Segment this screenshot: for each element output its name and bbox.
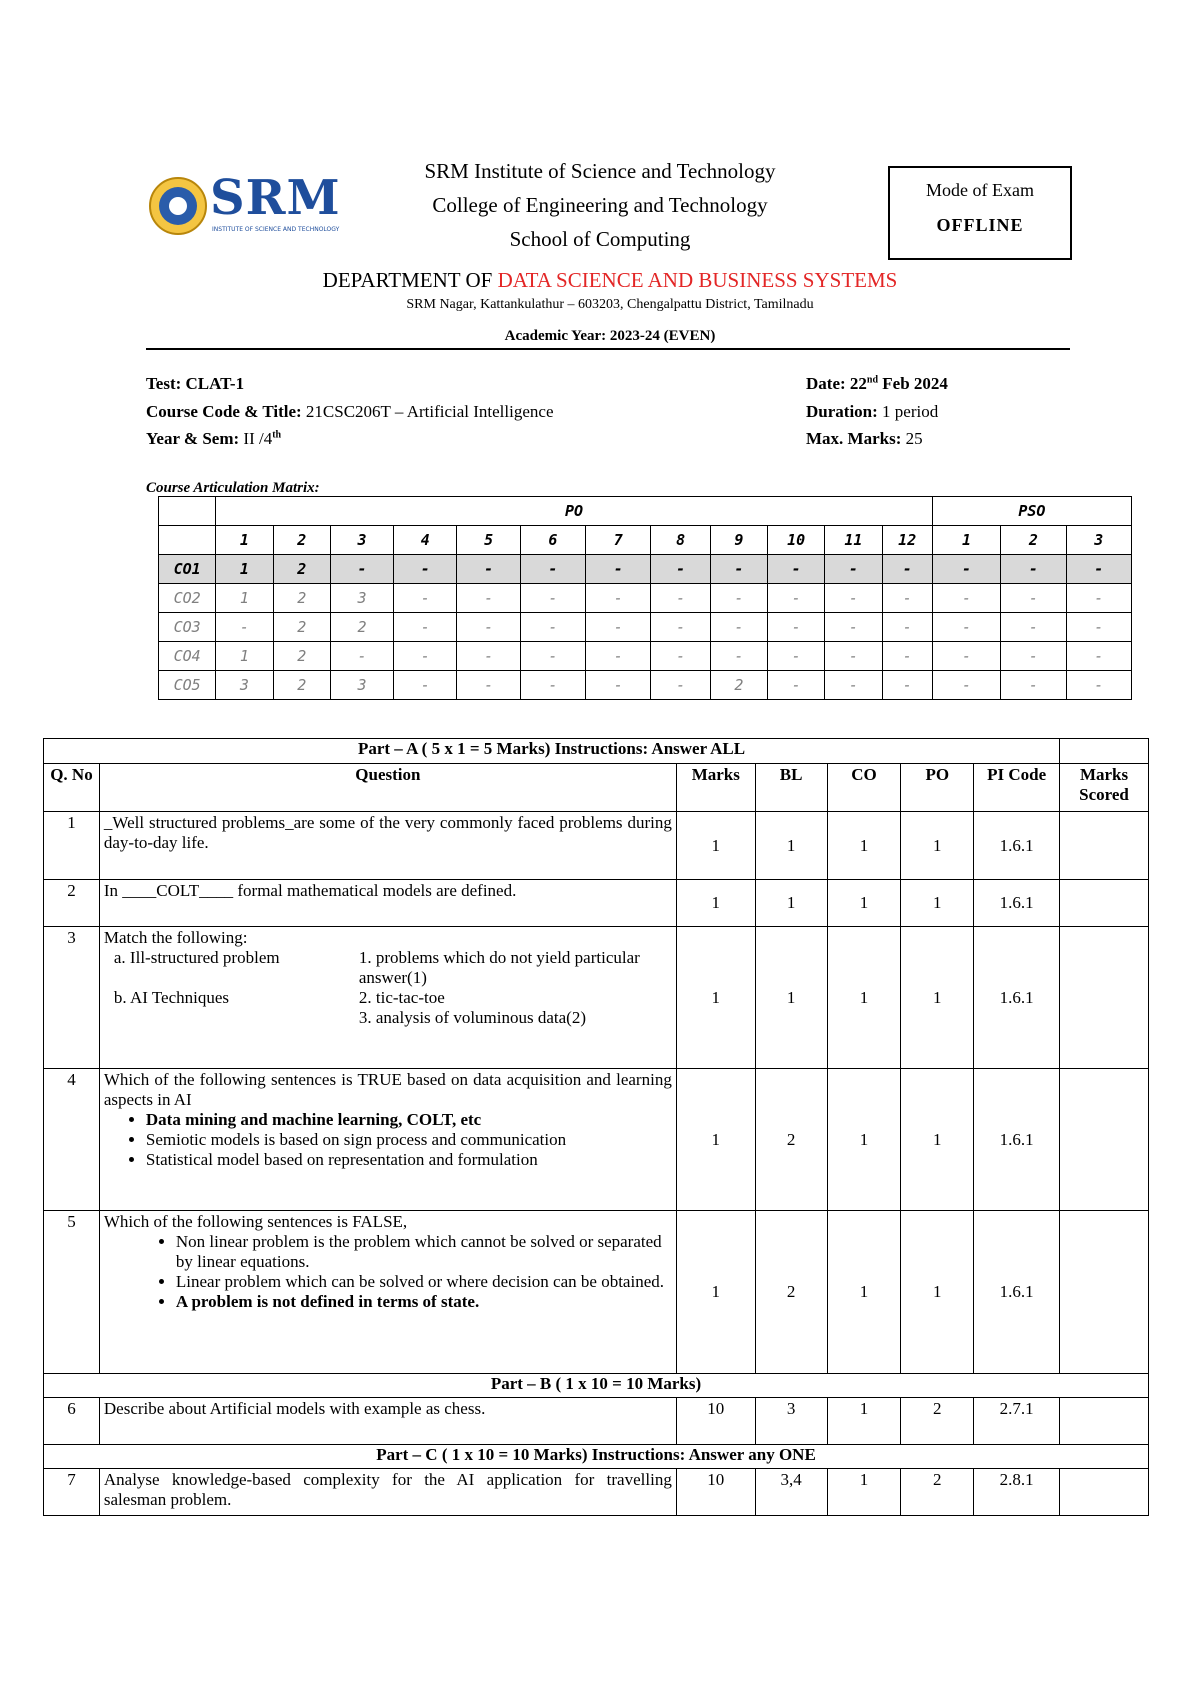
question-row-6 xyxy=(44,1398,1149,1445)
q6-scored[interactable] xyxy=(1060,1398,1149,1445)
q4-option-1: • Data mining and machine learning, COLT, etc xyxy=(146,1110,672,1130)
co-label: CO1 xyxy=(159,555,216,584)
q1-co: 1 xyxy=(827,812,901,880)
q7-marks: 10 xyxy=(676,1469,755,1516)
matrix-cell: - xyxy=(825,613,882,642)
matrix-cell: - xyxy=(825,584,882,613)
q5-bl: 2 xyxy=(755,1211,827,1374)
q7-bl: 3,4 xyxy=(755,1469,827,1516)
matrix-cell: 3 xyxy=(330,671,393,700)
header-pi-code: PI Code xyxy=(974,764,1060,812)
part-a-title: Part – A ( 5 x 1 = 5 Marks) Instructions: Answer ALL xyxy=(44,739,1060,764)
q2-co: 1 xyxy=(827,880,901,927)
col-header: 2 xyxy=(1001,526,1066,555)
matrix-cell: 2 xyxy=(710,671,767,700)
q4-po: 1 xyxy=(901,1069,974,1211)
q3-intro: Match the following: xyxy=(103,928,248,947)
max-value: 25 xyxy=(905,429,923,448)
date-line xyxy=(806,374,948,394)
matrix-cell: 3 xyxy=(330,584,393,613)
co-label: CO2 xyxy=(159,584,216,613)
matrix-cell: - xyxy=(330,642,393,671)
q3-content xyxy=(99,927,676,1069)
matrix-cell: 2 xyxy=(330,613,393,642)
duration-label: Duration: xyxy=(806,402,878,421)
mode-value: OFFLINE xyxy=(936,215,1024,235)
q4-no: 4 xyxy=(44,1069,100,1211)
q5-po: 1 xyxy=(901,1211,974,1374)
header-marks: Marks xyxy=(676,764,755,812)
matrix-cell: - xyxy=(768,642,825,671)
matrix-cell: - xyxy=(586,555,651,584)
q3-left-a: a. Ill-structured problem xyxy=(113,948,280,967)
q3-bl: 1 xyxy=(755,927,827,1069)
matrix-cell: - xyxy=(520,613,585,642)
matrix-cell: - xyxy=(394,671,457,700)
question-row-2 xyxy=(44,880,1149,927)
q5-no: 5 xyxy=(44,1211,100,1374)
matrix-row xyxy=(159,613,1132,642)
matrix-cell: - xyxy=(710,642,767,671)
matrix-cell: - xyxy=(216,613,273,642)
q4-marks: 1 xyxy=(676,1069,755,1211)
q3-no: 3 xyxy=(44,927,100,1069)
col-header: 2 xyxy=(273,526,330,555)
matrix-cell: 2 xyxy=(273,671,330,700)
q1-po: 1 xyxy=(901,812,974,880)
max-label: Max. Marks: xyxy=(806,429,902,448)
matrix-cell: - xyxy=(1066,613,1132,642)
col-header: 1 xyxy=(932,526,1000,555)
matrix-cell: - xyxy=(882,671,932,700)
col-header: 3 xyxy=(1066,526,1132,555)
q4-intro: Which of the following sentences is TRUE based on data acquisition and learning aspects in AI xyxy=(103,1070,672,1109)
matrix-cell: - xyxy=(882,555,932,584)
q4-options xyxy=(104,1110,672,1170)
matrix-cell: - xyxy=(932,555,1000,584)
matrix-cell: 1 xyxy=(216,584,273,613)
col-header: 7 xyxy=(586,526,651,555)
q2-marks: 1 xyxy=(676,880,755,927)
q5-scored[interactable] xyxy=(1060,1211,1149,1374)
matrix-cell: - xyxy=(457,671,520,700)
dept-name: DATA SCIENCE AND BUSINESS SYSTEMS xyxy=(497,268,898,292)
question-row-3 xyxy=(44,927,1149,1069)
matrix-cell: 2 xyxy=(273,555,330,584)
matrix-cell: - xyxy=(586,613,651,642)
q1-bl: 1 xyxy=(755,812,827,880)
header-bl: BL xyxy=(755,764,827,812)
q3-match-grid xyxy=(114,948,672,1028)
q3-left-b: b. AI Techniques xyxy=(113,988,230,1007)
col-header: 10 xyxy=(768,526,825,555)
course-label: Course Code & Title: xyxy=(146,402,302,421)
course-value: 21CSC206T – Artificial Intelligence xyxy=(305,402,554,421)
q6-po: 2 xyxy=(901,1398,974,1445)
q4-bl: 2 xyxy=(755,1069,827,1211)
q2-scored[interactable] xyxy=(1060,880,1149,927)
matrix-cell: - xyxy=(651,584,710,613)
q6-marks: 10 xyxy=(676,1398,755,1445)
srm-logo xyxy=(148,170,353,238)
q2-text: In ____COLT____ formal mathematical models are defined. xyxy=(99,880,676,927)
institute-name: SRM Institute of Science and Technology xyxy=(424,159,776,183)
question-row-7 xyxy=(44,1469,1149,1516)
col-header: 6 xyxy=(520,526,585,555)
q5-options xyxy=(104,1232,672,1312)
matrix-cell: - xyxy=(330,555,393,584)
date-month: Feb 2024 xyxy=(882,374,948,393)
duration-line xyxy=(806,402,938,422)
col-header: 5 xyxy=(457,526,520,555)
po-header: PO xyxy=(216,497,933,526)
col-header: 8 xyxy=(651,526,710,555)
matrix-cell: - xyxy=(1001,555,1066,584)
matrix-cell: - xyxy=(586,642,651,671)
matrix-cell: - xyxy=(825,671,882,700)
matrix-cell: - xyxy=(768,584,825,613)
matrix-cell: 1 xyxy=(216,642,273,671)
matrix-cell: - xyxy=(394,584,457,613)
matrix-corner-2 xyxy=(159,526,216,555)
q1-no: 1 xyxy=(44,812,100,880)
matrix-cell: - xyxy=(932,671,1000,700)
matrix-cell: - xyxy=(1001,584,1066,613)
q5-option-1: • Non linear problem is the problem which cannot be solved or separated by linear equations. xyxy=(176,1232,672,1272)
academic-year-label: Academic Year: xyxy=(504,328,607,344)
q5-option-2: • Linear problem which can be solved or where decision can be obtained. xyxy=(176,1272,672,1292)
col-header: 11 xyxy=(825,526,882,555)
q7-no: 7 xyxy=(44,1469,100,1516)
q5-intro: Which of the following sentences is FALSE, xyxy=(103,1212,408,1231)
matrix-cell: - xyxy=(394,613,457,642)
duration-value: 1 period xyxy=(882,402,939,421)
matrix-cell: - xyxy=(651,671,710,700)
matrix-cell: - xyxy=(768,671,825,700)
q4-scored[interactable] xyxy=(1060,1069,1149,1211)
header-po: PO xyxy=(901,764,974,812)
q3-right-2: 2. tic-tac-toe xyxy=(358,988,445,1007)
q2-no: 2 xyxy=(44,880,100,927)
col-header: 12 xyxy=(882,526,932,555)
test-value: CLAT-1 xyxy=(185,374,245,393)
matrix-cell: - xyxy=(520,642,585,671)
q7-pi: 2.8.1 xyxy=(974,1469,1060,1516)
matrix-cell: 3 xyxy=(216,671,273,700)
q1-scored[interactable] xyxy=(1060,812,1149,880)
col-header: 9 xyxy=(710,526,767,555)
q6-pi: 2.7.1 xyxy=(974,1398,1060,1445)
col-header: 1 xyxy=(216,526,273,555)
matrix-cell: - xyxy=(457,584,520,613)
q3-marks: 1 xyxy=(676,927,755,1069)
max-marks-line xyxy=(806,429,923,449)
academic-year xyxy=(150,328,1070,345)
matrix-cell: - xyxy=(520,584,585,613)
school-name: School of Computing xyxy=(509,227,691,251)
year-line xyxy=(146,429,281,449)
matrix-cell: - xyxy=(932,584,1000,613)
q3-pi: 1.6.1 xyxy=(974,927,1060,1069)
matrix-cell: - xyxy=(932,642,1000,671)
q6-co: 1 xyxy=(827,1398,901,1445)
matrix-cell: - xyxy=(710,584,767,613)
matrix-cell: 2 xyxy=(273,642,330,671)
q7-scored[interactable] xyxy=(1060,1469,1149,1516)
q1-text: _Well structured problems_are some of the very commonly faced problems during day-to-day life. xyxy=(99,812,676,880)
year-sup: th xyxy=(272,429,282,441)
q5-pi: 1.6.1 xyxy=(974,1211,1060,1374)
matrix-cell: - xyxy=(825,555,882,584)
header-co: CO xyxy=(827,764,901,812)
matrix-cell: - xyxy=(520,671,585,700)
q3-left-blank xyxy=(114,1008,359,1028)
matrix-cell: - xyxy=(394,642,457,671)
q2-pi: 1.6.1 xyxy=(974,880,1060,927)
matrix-cell: - xyxy=(1001,642,1066,671)
date-label: Date: xyxy=(806,374,846,393)
matrix-cell: - xyxy=(882,613,932,642)
co-label: CO4 xyxy=(159,642,216,671)
header-rule xyxy=(146,348,1070,350)
matrix-cell: 1 xyxy=(216,555,273,584)
logo-tagline: INSTITUTE OF SCIENCE AND TECHNOLOGY xyxy=(212,226,340,233)
q5-option-3: • A problem is not defined in terms of state. xyxy=(176,1292,672,1312)
q2-po: 1 xyxy=(901,880,974,927)
matrix-cell: - xyxy=(520,555,585,584)
date-sup: nd xyxy=(866,374,879,386)
header-qno: Q. No xyxy=(44,764,100,812)
matrix-row xyxy=(159,555,1132,584)
matrix-row xyxy=(159,671,1132,700)
question-row-1 xyxy=(44,812,1149,880)
matrix-cell: - xyxy=(586,671,651,700)
matrix-cell: - xyxy=(710,555,767,584)
matrix-title: Course Articulation Matrix: xyxy=(146,480,320,496)
year-value: II /4 xyxy=(243,429,273,448)
matrix-cell: - xyxy=(825,642,882,671)
matrix-cell: - xyxy=(1066,584,1132,613)
q7-co: 1 xyxy=(827,1469,901,1516)
matrix-cell: - xyxy=(932,613,1000,642)
header-question: Question xyxy=(99,764,676,812)
question-row-5 xyxy=(44,1211,1149,1374)
question-table xyxy=(43,738,1149,1516)
matrix-row xyxy=(159,642,1132,671)
department-title xyxy=(150,268,1070,293)
matrix-cell: - xyxy=(882,584,932,613)
q7-po: 2 xyxy=(901,1469,974,1516)
matrix-cell: - xyxy=(768,613,825,642)
q6-text: Describe about Artificial models with example as chess. xyxy=(99,1398,676,1445)
dept-prefix: DEPARTMENT OF xyxy=(322,268,493,292)
mode-label: Mode of Exam xyxy=(926,180,1034,200)
part-b-title: Part – B ( 1 x 10 = 10 Marks) xyxy=(44,1374,1149,1398)
matrix-cell: - xyxy=(457,642,520,671)
college-name: College of Engineering and Technology xyxy=(432,193,768,217)
matrix-cell: - xyxy=(1066,555,1132,584)
q3-scored[interactable] xyxy=(1060,927,1149,1069)
matrix-cell: 2 xyxy=(273,584,330,613)
q3-po: 1 xyxy=(901,927,974,1069)
date-day: 22 xyxy=(849,374,867,393)
question-row-4 xyxy=(44,1069,1149,1211)
q6-bl: 3 xyxy=(755,1398,827,1445)
q5-co: 1 xyxy=(827,1211,901,1374)
q5-marks: 1 xyxy=(676,1211,755,1374)
year-label: Year & Sem: xyxy=(146,429,240,448)
matrix-cell: - xyxy=(1001,671,1066,700)
matrix-corner xyxy=(159,497,216,526)
q7-text: Analyse knowledge-based complexity for the AI application for travelling salesman problem. xyxy=(99,1469,676,1516)
col-header: 3 xyxy=(330,526,393,555)
matrix-cell: - xyxy=(768,555,825,584)
matrix-cell: - xyxy=(651,642,710,671)
q1-marks: 1 xyxy=(676,812,755,880)
co-label: CO5 xyxy=(159,671,216,700)
matrix-cell: - xyxy=(882,642,932,671)
col-header: 4 xyxy=(394,526,457,555)
address: SRM Nagar, Kattankulathur – 603203, Chengalpattu District, Tamilnadu xyxy=(406,297,814,312)
academic-year-value: 2023-24 (EVEN) xyxy=(609,328,716,344)
q4-content xyxy=(99,1069,676,1211)
matrix-cell: - xyxy=(1066,671,1132,700)
part-c-title: Part – C ( 1 x 10 = 10 Marks) Instructions: Answer any ONE xyxy=(44,1445,1149,1469)
test-label: Test: xyxy=(146,374,182,393)
test-line xyxy=(146,374,244,394)
q4-option-3: • Statistical model based on representation and formulation xyxy=(146,1150,672,1170)
header-marks-scored: Marks Scored xyxy=(1060,764,1149,812)
q4-co: 1 xyxy=(827,1069,901,1211)
matrix-cell: 2 xyxy=(273,613,330,642)
part-a-title-blank xyxy=(1060,739,1149,764)
co-label: CO3 xyxy=(159,613,216,642)
matrix-cell: - xyxy=(1001,613,1066,642)
matrix-cell: - xyxy=(651,613,710,642)
q3-co: 1 xyxy=(827,927,901,1069)
course-line xyxy=(146,402,553,422)
matrix-cell: - xyxy=(394,555,457,584)
matrix-cell: - xyxy=(457,555,520,584)
matrix-cell: - xyxy=(1066,642,1132,671)
matrix-cell: - xyxy=(710,613,767,642)
pso-header: PSO xyxy=(932,497,1131,526)
mode-of-exam-box xyxy=(888,166,1072,260)
q5-content xyxy=(99,1211,676,1374)
q2-bl: 1 xyxy=(755,880,827,927)
matrix-cell: - xyxy=(586,584,651,613)
logo-wordmark: SRM xyxy=(210,170,341,226)
matrix-cell: - xyxy=(457,613,520,642)
q4-pi: 1.6.1 xyxy=(974,1069,1060,1211)
matrix-cell: - xyxy=(651,555,710,584)
q3-right-3: 3. analysis of voluminous data(2) xyxy=(358,1008,586,1027)
matrix-row xyxy=(159,584,1132,613)
q6-no: 6 xyxy=(44,1398,100,1445)
q4-option-2: • Semiotic models is based on sign process and communication xyxy=(146,1130,672,1150)
q3-right-1: 1. problems which do not yield particular answer(1) xyxy=(358,948,640,987)
course-articulation-matrix xyxy=(158,496,1132,700)
q1-pi: 1.6.1 xyxy=(974,812,1060,880)
